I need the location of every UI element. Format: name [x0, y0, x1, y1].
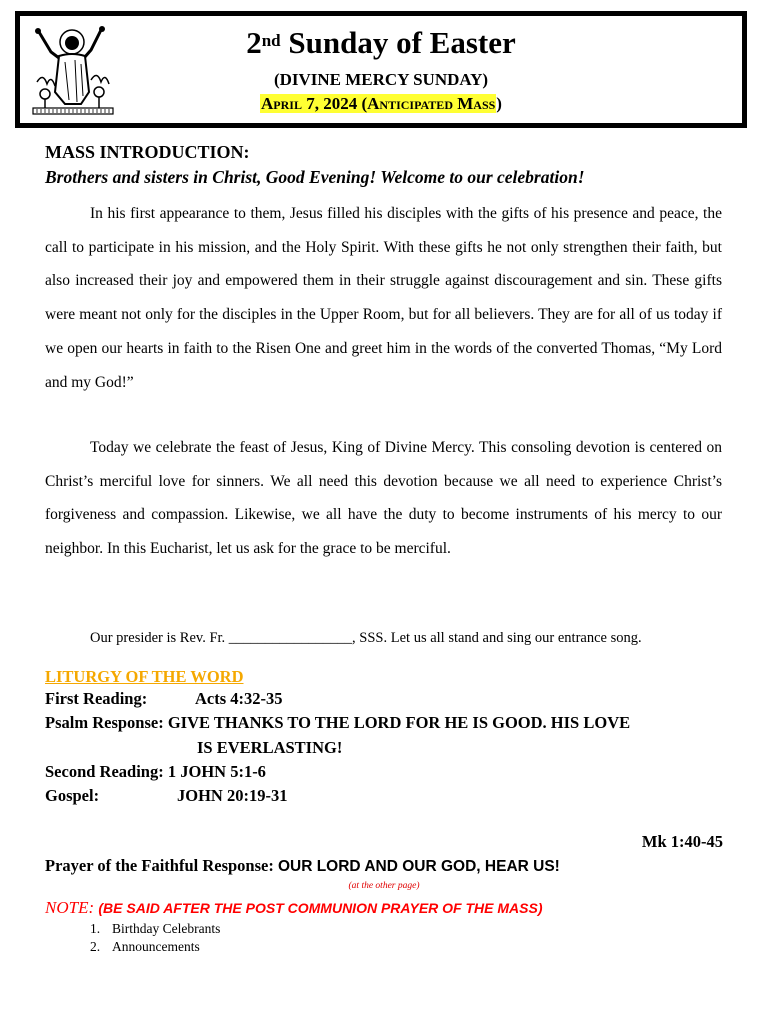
- list-item: 2. Announcements: [90, 939, 200, 954]
- liturgy-title: LITURGY OF THE WORD: [45, 667, 244, 686]
- note-list: [90, 920, 220, 956]
- alt-gospel-reference: Mk 1:40-45: [641, 832, 723, 851]
- gospel-row: Gospel: JOHN 20:19-31: [45, 786, 288, 805]
- other-page-note: (at the other page): [348, 881, 420, 891]
- second-reading-row: Second Reading: 1 JOHN 5:1-6: [45, 762, 266, 781]
- psalm-response-row: Psalm Response: GIVE THANKS TO THE LORD FOR HE IS GOOD. HIS LOVE: [45, 713, 631, 732]
- intro-heading: MASS INTRODUCTION:: [45, 142, 250, 162]
- list-item: 1. Birthday Celebrants: [90, 921, 221, 936]
- prayer-faithful-row: Prayer of the Faithful Response: OUR LORD AND OUR GOD, HEAR US!: [45, 856, 560, 875]
- intro-greeting: Brothers and sisters in Christ, Good Evening! Welcome to our celebration!: [45, 167, 585, 187]
- intro-paragraph-2: Today we celebrate the feast of Jesus, King of Divine Mercy. This consoling devotion is centered on Christ’s merciful love for sinners. We all need this devotion because we all need to experience Christ’s forgiveness and compassion. Likewise, we all have the duty to become instruments of his mercy to our neighbor. In this Eucharist, let us ask for the grace to be merciful.: [45, 439, 722, 558]
- presider-line: Our presider is Rev. Fr. _________________, SSS. Let us all stand and sing our entrance song.: [90, 630, 642, 646]
- page-subtitle: (DIVINE MERCY SUNDAY): [273, 70, 489, 89]
- psalm-response-continued: IS EVERLASTING!: [197, 738, 343, 757]
- header-box: [15, 11, 747, 128]
- intro-paragraph-1: In his first appearance to them, Jesus filled his disciples with the gifts of his presence and peace, the call to participate in his mission, and the Holy Spirit. With these gifts he not only strengthen their faith, but also increased their joy and empowered them in their struggle against discouragement and sin. These gifts were meant not only for the disciples in the Upper Room, but for all believers. They are for all of us today if we open our hearts in faith to the Risen One and greet him in the words of the converted Thomas, “My Lord and my God!”: [45, 205, 722, 391]
- note-line: NOTE: (BE SAID AFTER THE POST COMMUNION PRAYER OF THE MASS): [45, 898, 543, 917]
- page-title: 2nd Sunday of Easter: [246, 25, 516, 60]
- first-reading-row: First Reading: Acts 4:32-35: [45, 689, 283, 708]
- mass-date-highlight: April 7, 2024 (Anticipated Mass: [261, 94, 496, 113]
- mass-date: April 7, 2024 (Anticipated Mass): [261, 94, 502, 113]
